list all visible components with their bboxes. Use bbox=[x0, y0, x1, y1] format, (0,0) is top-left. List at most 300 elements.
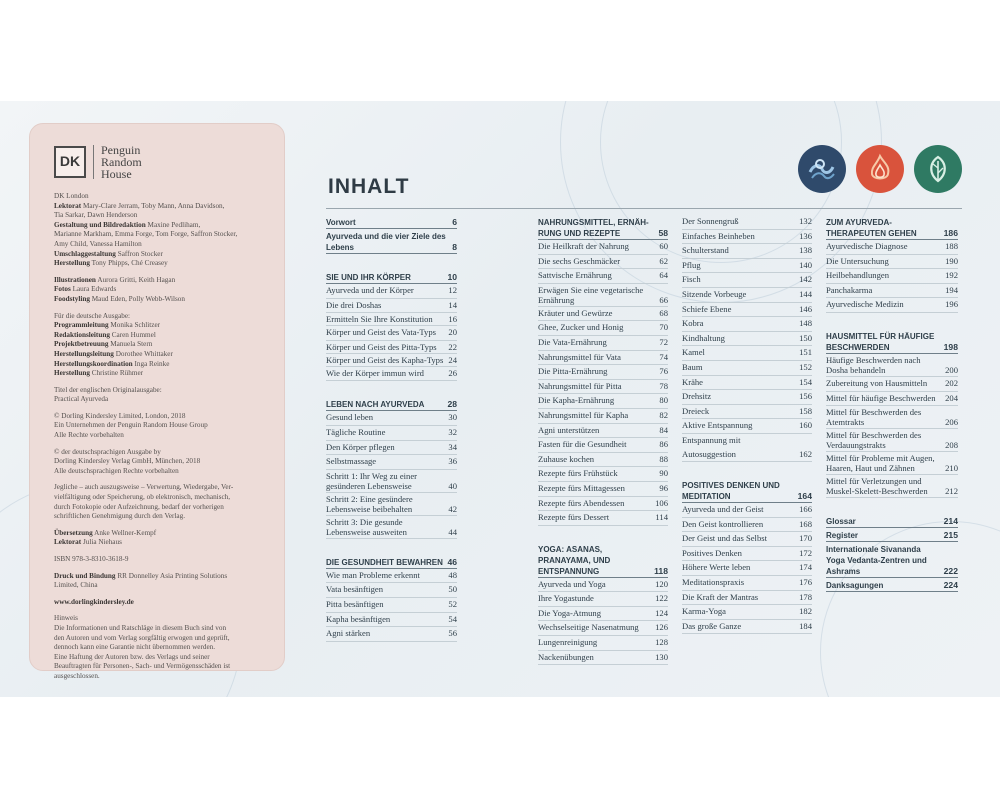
toc-page-number: 202 bbox=[945, 377, 958, 388]
toc-entry bbox=[826, 475, 958, 498]
toc-page-number: 166 bbox=[799, 504, 812, 515]
toc-entry-title: Internationale Sivananda Yoga Vedanta-Zentren und Ashrams bbox=[826, 545, 927, 577]
toc-entry-title: Schritt 3: Die gesunde Lebensweise ausweiten bbox=[326, 516, 407, 537]
toc-entry bbox=[326, 411, 457, 426]
section-spacer bbox=[682, 462, 812, 478]
toc-page-number: 60 bbox=[659, 241, 668, 251]
toc-page-number: 148 bbox=[799, 318, 812, 329]
toc-entry-title: Rezepte fürs Dessert bbox=[538, 512, 610, 523]
toc-section-heading bbox=[826, 514, 958, 528]
toc-entry bbox=[538, 409, 668, 424]
toc-section-heading bbox=[326, 555, 457, 569]
toc-entry-title: Die Pitta-Ernährung bbox=[538, 366, 608, 377]
toc-page-number: 20 bbox=[448, 327, 457, 338]
toc-entry-title: Positives Denken bbox=[682, 547, 742, 558]
toc-column-2 bbox=[538, 215, 668, 665]
imprint-role: Programmleitung bbox=[54, 321, 109, 330]
toc-entry-title: Höhere Werte leben bbox=[682, 562, 751, 573]
imprint-line bbox=[54, 240, 272, 250]
toc-entry bbox=[826, 354, 958, 377]
imprint-value: Maxine Pedliham, bbox=[145, 220, 201, 229]
toc-page-number: 124 bbox=[655, 607, 668, 618]
toc-entry-title: Ayurveda und die vier Ziele des Lebens bbox=[326, 232, 446, 252]
toc-entry bbox=[538, 284, 668, 307]
toc-entry-title: Agni stärken bbox=[326, 628, 371, 639]
toc-entry bbox=[826, 406, 958, 429]
toc-entry-title: POSITIVES DENKEN UND MEDITATION bbox=[682, 481, 780, 502]
toc-page-number: 215 bbox=[943, 530, 958, 541]
toc-page-number: 156 bbox=[799, 391, 812, 402]
toc-page-number: 26 bbox=[448, 367, 457, 378]
toc-page-number: 170 bbox=[799, 533, 812, 544]
toc-entry bbox=[538, 365, 668, 380]
toc-page-number: 126 bbox=[655, 622, 668, 633]
toc-entry bbox=[538, 255, 668, 270]
toc-entry-title: Heilbehandlungen bbox=[826, 270, 890, 281]
toc-page-number: 80 bbox=[659, 395, 668, 406]
toc-entry bbox=[326, 569, 457, 584]
imprint-role: Gestaltung und Bildredaktion bbox=[54, 220, 146, 229]
toc-entry bbox=[682, 503, 812, 518]
imprint-line bbox=[54, 529, 272, 539]
toc-page-number: 16 bbox=[448, 314, 457, 325]
toc-entry bbox=[682, 332, 812, 347]
toc-entry-title: Den Geist kontrollieren bbox=[682, 518, 764, 529]
toc-entry-title: Pflug bbox=[682, 259, 701, 270]
toc-page-number: 151 bbox=[799, 347, 812, 358]
toc-entry-title: HAUSMITTEL FÜR HÄUFIGE BESCHWERDEN bbox=[826, 331, 935, 352]
toc-entry bbox=[538, 636, 668, 651]
toc-page-number: 46 bbox=[447, 556, 457, 567]
imprint-line bbox=[54, 285, 272, 295]
toc-entry-title: Vata besänftigen bbox=[326, 584, 384, 595]
toc-section-heading bbox=[326, 397, 457, 411]
toc-page-number: 142 bbox=[799, 274, 812, 285]
imprint-line bbox=[54, 202, 272, 212]
toc-entry-title: Kindhaltung bbox=[682, 332, 725, 343]
toc-entry bbox=[682, 620, 812, 635]
toc-page-number: 76 bbox=[659, 366, 668, 377]
imprint-line bbox=[54, 448, 272, 458]
toc-page-number: 54 bbox=[448, 613, 457, 624]
toc-page-number: 78 bbox=[659, 380, 668, 391]
toc-page-number: 208 bbox=[945, 440, 958, 451]
imprint-value: Laura Edwards bbox=[70, 285, 117, 294]
toc-entry-title: Meditationspraxis bbox=[682, 577, 745, 588]
toc-entry-title: Mittel für Probleme mit Augen, Haaren, Haut und Zähnen bbox=[826, 453, 935, 474]
toc-entry-title: Wie der Körper immun wird bbox=[326, 367, 424, 378]
toc-entry-title: Ayurveda und Yoga bbox=[538, 578, 606, 589]
wave-icon bbox=[798, 145, 846, 193]
toc-entry-title: Die sechs Geschmäcker bbox=[538, 255, 621, 266]
imprint-paragraph bbox=[54, 312, 272, 379]
imprint-role: Redaktionsleitung bbox=[54, 330, 110, 339]
imprint-value: Dorling Kindersley Verlag GmbH, München, 2018 bbox=[54, 457, 201, 466]
imprint-value: Monika Schlitzer bbox=[108, 321, 161, 330]
toc-entry bbox=[538, 438, 668, 453]
toc-entry bbox=[538, 307, 668, 322]
toc-entry-title: Register bbox=[826, 531, 859, 541]
toc-page-number: 40 bbox=[448, 480, 457, 491]
imprint-line bbox=[54, 581, 272, 591]
imprint-line bbox=[54, 538, 272, 548]
toc-entry-title: Gesund leben bbox=[326, 412, 374, 423]
page-title: INHALT bbox=[328, 175, 410, 198]
toc-page-number: 144 bbox=[799, 288, 812, 299]
toc-entry-title: Zuhause kochen bbox=[538, 453, 595, 464]
toc-page-number: 174 bbox=[799, 562, 812, 573]
imprint-value: Saffron Stocker bbox=[115, 249, 163, 258]
section-spacer bbox=[826, 498, 958, 514]
toc-entry bbox=[682, 376, 812, 391]
toc-page-number: 42 bbox=[448, 503, 457, 514]
toc-entry bbox=[326, 583, 457, 598]
toc-entry-title: Fisch bbox=[682, 274, 701, 285]
toc-entry-title: Der Geist und das Selbst bbox=[682, 533, 767, 544]
toc-entry bbox=[826, 240, 958, 255]
toc-entry-title: Schritt 1: Ihr Weg zu einer gesünderen Lebensweise bbox=[326, 470, 418, 491]
toc-entry bbox=[538, 380, 668, 395]
toc-entry-title: Danksagungen bbox=[826, 581, 884, 591]
toc-page-number: 118 bbox=[654, 565, 668, 576]
toc-page-number: 84 bbox=[659, 424, 668, 435]
imprint-paragraph bbox=[54, 483, 272, 521]
toc-page-number: 160 bbox=[799, 420, 812, 431]
imprint-paragraph bbox=[54, 192, 272, 269]
imprint-value: Aurora Gritti, Keith Hagan bbox=[95, 275, 176, 284]
toc-page-number: 138 bbox=[799, 245, 812, 256]
toc-page-number: 128 bbox=[655, 637, 668, 648]
toc-entry-title: Karma-Yoga bbox=[682, 606, 726, 617]
toc-entry-title: Entspannung mit Autosuggestion bbox=[682, 434, 741, 459]
toc-entry bbox=[682, 303, 812, 318]
penguin-random-house-wordmark: Penguin Random House bbox=[101, 143, 142, 181]
toc-page-number: 158 bbox=[799, 405, 812, 416]
imprint-value: Ein Unternehmen der Penguin Random House Group bbox=[54, 421, 208, 430]
imprint-value: durch Fotokopie oder Aufzeichnung, bedarf der vorherigen bbox=[54, 502, 224, 511]
toc-entry bbox=[682, 230, 812, 245]
imprint-value: den Autoren und vom Verlag sorgfältig erwogen und geprüft, bbox=[54, 633, 230, 642]
toc-entry bbox=[682, 361, 812, 376]
imprint-line bbox=[54, 653, 272, 663]
toc-entry bbox=[538, 351, 668, 366]
toc-page-number: 184 bbox=[799, 620, 812, 631]
toc-entry-title: Ihre Yogastunde bbox=[538, 593, 594, 604]
toc-entry-title: YOGA: ASANAS, PRANAYAMA, UND ENTSPANNUNG bbox=[538, 544, 611, 576]
toc-entry bbox=[326, 299, 457, 314]
toc-section-heading bbox=[682, 478, 812, 503]
toc-page-number: 50 bbox=[448, 584, 457, 595]
dk-logo-icon: DK bbox=[54, 146, 86, 178]
toc-entry bbox=[538, 269, 668, 284]
toc-entry-title: Körper und Geist des Pitta-Typs bbox=[326, 341, 437, 352]
toc-entry bbox=[326, 613, 457, 628]
toc-entry bbox=[682, 591, 812, 606]
toc-entry-title: Mittel für Verletzungen und Muskel-Skelett-Beschwerden bbox=[826, 476, 928, 497]
title-rule bbox=[326, 208, 962, 209]
toc-entry bbox=[538, 336, 668, 351]
imprint-line bbox=[54, 360, 272, 370]
toc-entry-title: Schiefe Ebene bbox=[682, 303, 732, 314]
imprint-role: Fotos bbox=[54, 285, 71, 294]
toc-page-number: 198 bbox=[943, 341, 958, 352]
imprint-value: Julia Niehaus bbox=[81, 538, 122, 547]
imprint-value: Practical Ayurveda bbox=[54, 395, 109, 404]
toc-page-number: 200 bbox=[945, 364, 958, 375]
imprint-value: ausgeschlossen. bbox=[54, 671, 100, 680]
toc-entry-title: Kräuter und Gewürze bbox=[538, 307, 613, 318]
imprint-text bbox=[54, 192, 272, 682]
imprint-value: Tony Phipps, Ché Creasey bbox=[89, 259, 168, 268]
imprint-line bbox=[54, 614, 272, 624]
toc-entry bbox=[682, 346, 812, 361]
toc-entry-title: Dreieck bbox=[682, 405, 710, 416]
imprint-line bbox=[54, 643, 272, 653]
toc-entry-title: Sitzende Vorbeuge bbox=[682, 288, 747, 299]
imprint-value: Tia Sarkar, Dawn Henderson bbox=[54, 211, 138, 220]
toc-page-number: 150 bbox=[799, 332, 812, 343]
toc-page-number: 204 bbox=[945, 392, 958, 403]
toc-entry bbox=[826, 452, 958, 475]
toc-page-number: 132 bbox=[799, 216, 812, 226]
toc-page-number: 186 bbox=[943, 228, 958, 238]
toc-entry-title: Pitta besänftigen bbox=[326, 598, 384, 609]
toc-page-number: 96 bbox=[659, 482, 668, 493]
toc-page-number: 82 bbox=[659, 409, 668, 420]
toc-entry bbox=[538, 467, 668, 482]
toc-page-number: 224 bbox=[943, 580, 958, 591]
imprint-line bbox=[54, 555, 272, 565]
toc-entry bbox=[682, 605, 812, 620]
toc-page-number: 12 bbox=[448, 285, 457, 295]
toc-page-number: 120 bbox=[655, 578, 668, 589]
toc-page-number: 10 bbox=[447, 272, 457, 282]
toc-entry bbox=[826, 269, 958, 284]
toc-entry-title: Ayurveda und der Geist bbox=[682, 504, 764, 515]
toc-page-number: 68 bbox=[659, 307, 668, 318]
toc-section-heading bbox=[538, 215, 668, 240]
toc-entry bbox=[538, 240, 668, 255]
imprint-role: Foodstyling bbox=[54, 294, 90, 303]
toc-entry-title: Panchakarma bbox=[826, 284, 873, 295]
imprint-line bbox=[54, 598, 272, 608]
toc-page-number: 70 bbox=[659, 322, 668, 333]
toc-entry bbox=[682, 405, 812, 420]
imprint-value: Amy Child, Vanessa Hamilton bbox=[54, 239, 142, 248]
imprint-value: dennoch kann eine Garantie nicht übernommen werden. bbox=[54, 643, 216, 652]
imprint-role: Herstellung bbox=[54, 369, 90, 378]
imprint-line bbox=[54, 259, 272, 269]
toc-page-number: 182 bbox=[799, 606, 812, 617]
imprint-role: Umschlaggestaltung bbox=[54, 249, 116, 258]
imprint-role: Projektbetreuung bbox=[54, 340, 109, 349]
toc-page-number: 164 bbox=[797, 491, 812, 502]
toc-page-number: 22 bbox=[448, 341, 457, 352]
imprint-line bbox=[54, 350, 272, 360]
toc-page-number: 52 bbox=[448, 598, 457, 609]
toc-entry bbox=[682, 532, 812, 547]
toc-entry bbox=[538, 424, 668, 439]
toc-page-number: 196 bbox=[945, 299, 958, 310]
leaf-icon bbox=[914, 145, 962, 193]
toc-entry-title: SIE UND IHR KÖRPER bbox=[326, 273, 411, 282]
imprint-line bbox=[54, 331, 272, 341]
imprint-role: Druck und Bindung bbox=[54, 571, 116, 580]
toc-page-number: 168 bbox=[799, 518, 812, 529]
imprint-paragraph bbox=[54, 614, 272, 681]
toc-entry bbox=[326, 354, 457, 367]
toc-entry-title: Einfaches Beinheben bbox=[682, 230, 755, 241]
toc-section-heading bbox=[326, 229, 457, 254]
section-spacer bbox=[326, 539, 457, 555]
toc-page-number: 24 bbox=[448, 354, 457, 365]
toc-page-number: 176 bbox=[799, 577, 812, 588]
imprint-paragraph bbox=[54, 572, 272, 591]
imprint-line bbox=[54, 421, 272, 431]
toc-entry-title: Die Yoga-Atmung bbox=[538, 607, 602, 618]
toc-entry-title: Wie man Probleme erkennt bbox=[326, 569, 420, 580]
toc-entry-title: Mittel für häufige Beschwerden bbox=[826, 392, 936, 403]
toc-entry-title: Nahrungsmittel für Vata bbox=[538, 351, 621, 362]
toc-page-number: 136 bbox=[799, 230, 812, 241]
toc-page-number: 28 bbox=[447, 399, 457, 410]
imprint-line bbox=[54, 672, 272, 682]
imprint-value: DK London bbox=[54, 192, 89, 200]
imprint-value: Mary-Clare Jerram, Toby Mann, Anna Davidson, bbox=[81, 201, 225, 210]
toc-entry bbox=[538, 453, 668, 468]
flame-icon bbox=[856, 145, 904, 193]
toc-entry-title: Ghee, Zucker und Honig bbox=[538, 322, 624, 333]
imprint-paragraph bbox=[54, 448, 272, 477]
toc-section-heading bbox=[826, 215, 958, 240]
imprint-value: Alle deutschsprachigen Rechte vorbehalten bbox=[54, 466, 179, 475]
imprint-value: Marianne Markham, Emma Forge, Tom Forge, Saffron Stocker, bbox=[54, 230, 238, 239]
toc-page-number: 66 bbox=[659, 294, 668, 305]
imprint-line bbox=[54, 295, 272, 305]
section-spacer bbox=[326, 381, 457, 397]
toc-entry-title: Drehsitz bbox=[682, 391, 712, 402]
toc-page-number: 130 bbox=[655, 651, 668, 662]
toc-page-number: 36 bbox=[448, 456, 457, 467]
toc-entry-title: Schulterstand bbox=[682, 245, 729, 256]
toc-entry bbox=[682, 215, 812, 230]
toc-page-number: 212 bbox=[945, 486, 958, 497]
toc-entry-title: DIE GESUNDHEIT BEWAHREN bbox=[326, 557, 443, 567]
toc-entry-title: Körper und Geist des Vata-Typs bbox=[326, 327, 436, 338]
imprint-line bbox=[54, 624, 272, 634]
toc-entry bbox=[326, 493, 457, 516]
toc-page-number: 6 bbox=[452, 217, 457, 227]
section-spacer bbox=[538, 526, 668, 542]
imprint-line bbox=[54, 512, 272, 522]
toc-entry bbox=[538, 578, 668, 593]
toc-page-number: 106 bbox=[655, 497, 668, 508]
toc-entry-title: Wechselseitige Nasenatmung bbox=[538, 622, 639, 633]
publisher-logo bbox=[54, 142, 272, 182]
toc-entry-title: Krähe bbox=[682, 376, 703, 387]
toc-page-number: 58 bbox=[658, 228, 668, 238]
toc-entry bbox=[682, 273, 812, 288]
toc-page-number: 172 bbox=[799, 547, 812, 558]
toc-entry-title: Erwägen Sie eine vegetarische Ernährung bbox=[538, 284, 644, 305]
toc-entry bbox=[826, 298, 958, 313]
toc-entry-title: Das große Ganze bbox=[682, 620, 742, 631]
imprint-value: © der deutschsprachigen Ausgabe by bbox=[54, 447, 161, 456]
imprint-line bbox=[54, 211, 272, 221]
imprint-line bbox=[54, 662, 272, 672]
toc-entry-title: Den Körper pflegen bbox=[326, 441, 395, 452]
toc-entry-title: Mittel für Beschwerden des Atemtrakts bbox=[826, 407, 922, 428]
toc-entry-title: Lungenreinigung bbox=[538, 637, 598, 648]
imprint-line bbox=[54, 467, 272, 477]
toc-entry bbox=[682, 317, 812, 332]
toc-entry-title: Die Kraft der Mantras bbox=[682, 591, 759, 602]
toc-column-1 bbox=[326, 215, 457, 642]
logo-divider bbox=[93, 145, 94, 179]
imprint-paragraph bbox=[54, 598, 272, 608]
imprint-value: Christine Rühmer bbox=[89, 369, 144, 378]
imprint-value: Die Informationen und Ratschläge in diesem Buch sind von bbox=[54, 623, 227, 632]
imprint-value: Dorothee Whittaker bbox=[113, 349, 173, 358]
toc-page-number: 14 bbox=[448, 299, 457, 310]
toc-section-heading bbox=[326, 270, 457, 284]
toc-entry bbox=[326, 470, 457, 493]
imprint-value: Eine Haftung der Autoren bzw. des Verlags und seiner bbox=[54, 652, 210, 661]
imprint-value: ISBN 978-3-8310-3618-9 bbox=[54, 555, 129, 563]
imprint-value: Jegliche – auch auszugsweise – Verwertung, Wiedergabe, Ver- bbox=[54, 483, 234, 492]
toc-page-number: 140 bbox=[799, 259, 812, 270]
imprint-paragraph bbox=[54, 529, 272, 548]
toc-page-number: 88 bbox=[659, 453, 668, 464]
imprint-value: Hinweis bbox=[54, 614, 78, 623]
toc-entry bbox=[682, 518, 812, 533]
toc-entry-title: Nackenübungen bbox=[538, 651, 594, 662]
toc-section-heading bbox=[826, 528, 958, 542]
toc-entry-title: Die drei Doshas bbox=[326, 299, 382, 310]
toc-entry bbox=[682, 434, 812, 462]
toc-entry bbox=[538, 621, 668, 636]
imprint-line bbox=[54, 340, 272, 350]
toc-page-number: 86 bbox=[659, 439, 668, 450]
toc-page-number: 32 bbox=[448, 426, 457, 437]
toc-entry-title: Die Heilkraft der Nahrung bbox=[538, 241, 629, 251]
toc-page-number: 194 bbox=[945, 284, 958, 295]
imprint-value: RR Donnelley Asia Printing Solutions bbox=[115, 571, 228, 580]
imprint-role: Lektorat bbox=[54, 538, 82, 547]
toc-entry bbox=[538, 394, 668, 409]
section-spacer bbox=[326, 254, 457, 270]
book-spread bbox=[0, 101, 1000, 697]
toc-entry-title: Aktive Entspannung bbox=[682, 420, 753, 431]
toc-entry-title: Der Sonnengruß bbox=[682, 216, 739, 226]
toc-entry-title: Schritt 2: Eine gesündere Lebensweise beibehalten bbox=[326, 493, 413, 514]
toc-entry-title: Rezepte fürs Abendessen bbox=[538, 497, 625, 508]
toc-entry bbox=[682, 561, 812, 576]
toc-page-number: 152 bbox=[799, 361, 812, 372]
imprint-value: schriftlichen Genehmigung durch den Verlag. bbox=[54, 512, 185, 521]
imprint-role: Übersetzung bbox=[54, 528, 93, 537]
imprint-line bbox=[54, 457, 272, 467]
toc-entry bbox=[326, 367, 457, 382]
imprint-paragraph bbox=[54, 412, 272, 441]
toc-page-number: 190 bbox=[945, 255, 958, 266]
toc-entry-title: Tägliche Routine bbox=[326, 426, 386, 437]
imprint-paragraph bbox=[54, 386, 272, 405]
imprint-line bbox=[54, 395, 272, 405]
toc-entry-title: Ermitteln Sie Ihre Konstitution bbox=[326, 314, 433, 325]
toc-page-number: 74 bbox=[659, 351, 668, 362]
toc-entry-title: Rezepte fürs Frühstück bbox=[538, 468, 618, 479]
